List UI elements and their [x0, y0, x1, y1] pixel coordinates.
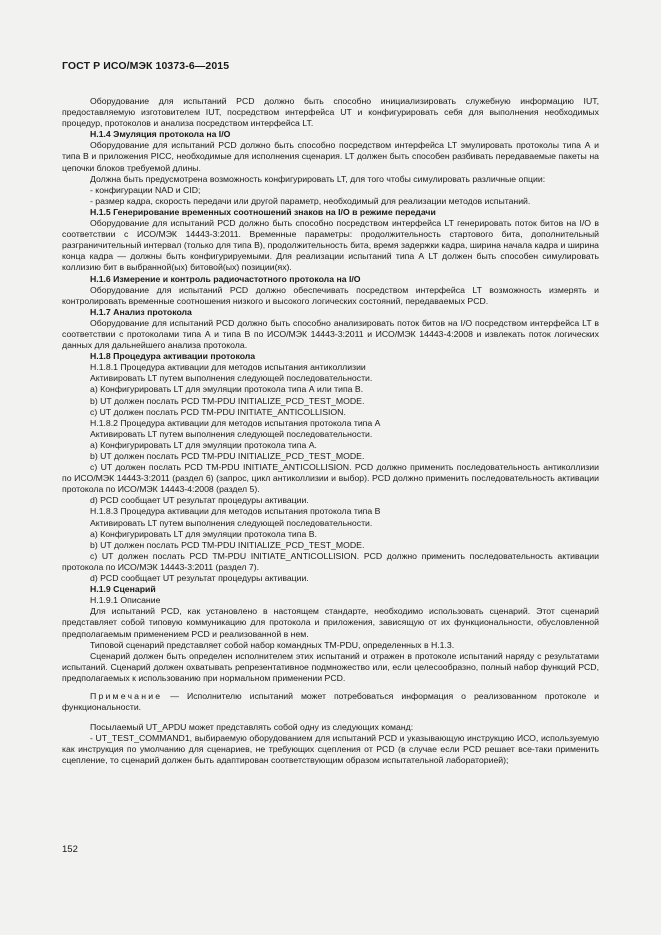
section-heading: H.1.7 Анализ протокола: [90, 306, 192, 317]
paragraph: H.1.8.3 Процедура активации для методов испытания протокола типа В: [90, 506, 381, 517]
paragraph: c) UT должен послать PCD TM-PDU INITIATE_ANTICOLLISION. PCD должно применить последовательность антиколлизии по ИСО/МЭК 14443-3:2011 (раздел 6) (запрос, цикл антиколлизии и выбор). PCD должно применить последовательность активации протокола по ИСО/МЭК 14443-4:2008 (раздел 5).: [62, 462, 599, 495]
paragraph: - UT_TEST_COMMAND1, выбираемую оборудованием для испытаний PCD и указывающую инструкцию ИСО, используемую как инструкция по умолчанию для сценариев, не требующих сцепления от PCD (в случае если PCD решает все-таки применить сцепление, то сценарий должен быть адаптирован соответствующим образом испытательной лабораторией);: [62, 733, 599, 766]
paragraph: Сценарий должен быть определен исполнителем этих испытаний и отражен в протоколе испытаний наряду с результатами испытаний. Сценарий должен охватывать репрезентативное подмножество или, если целесообразно, полный набор функций PCD, предполагаемых к использованию при нормальном применении PCD.: [62, 650, 599, 683]
paragraph: d) PCD сообщает UT результат процедуры активации.: [90, 495, 309, 506]
paragraph: Оборудование для испытаний PCD должно обеспечивать посредством интерфейса LT возможность измерять и контролировать временные соотношения низкого и высокого логических состояний, передаваемых PCD.: [62, 284, 599, 306]
paragraph: - конфигурации NAD и CID;: [90, 184, 201, 195]
paragraph: Типовой сценарий представляет собой набор командных TM-PDU, определенных в H.1.3.: [90, 639, 455, 650]
section-heading: H.1.5 Генерирование временных соотношений знаков на I/O в режиме передачи: [90, 206, 436, 217]
section-heading: H.1.4 Эмуляция протокола на I/O: [90, 129, 231, 140]
paragraph: d) PCD сообщает UT результат процедуры активации.: [90, 573, 309, 584]
section-heading: H.1.8 Процедура активации протокола: [90, 351, 256, 362]
paragraph: a) Конфигурировать LT для эмуляции протокола типа В.: [90, 528, 317, 539]
paragraph: H.1.8.2 Процедура активации для методов испытания протокола типа А: [90, 417, 381, 428]
document-body: [62, 96, 599, 767]
paragraph: c) UT должен послать PCD TM-PDU INITIATE_ANTICOLLISION.: [90, 406, 346, 417]
note-label: Примечание: [90, 690, 163, 701]
paragraph: Активировать LT путем выполнения следующей последовательности.: [90, 517, 373, 528]
page-number: 152: [62, 844, 78, 855]
paragraph: - размер кадра, скорость передачи или другой параметр, необходимый для реализации методов испытаний.: [90, 195, 531, 206]
document-header: ГОСТ Р ИСО/МЭК 10373-6—2015: [62, 60, 230, 72]
paragraph: Должна быть предусмотрена возможность конфигурировать LT, для того чтобы симулировать различные опции:: [90, 173, 546, 184]
paragraph: H.1.9.1 Описание: [90, 595, 161, 606]
paragraph: Посылаемый UT_APDU может представлять собой одну из следующих команд:: [90, 722, 414, 733]
paragraph: Оборудование для испытаний PCD должно быть способно посредством интерфейса LT эмулировать протоколы типа А и типа В и приложения PICC, необходимые для исполнения сценария. LT должен быть способен разбивать передаваемые пакеты на цепочки блоков требуемой длины.: [62, 140, 599, 173]
section-heading: H.1.9 Сценарий: [90, 584, 156, 595]
paragraph: Активировать LT путем выполнения следующей последовательности.: [90, 373, 373, 384]
paragraph: Активировать LT путем выполнения следующей последовательности.: [90, 428, 373, 439]
note-paragraph: [62, 691, 599, 713]
paragraph: Для испытаний PCD, как установлено в настоящем стандарте, необходимо использовать сценарий. Этот сценарий представляет собой типовую коммуникацию для протокола и приложения, зависящую от их функциональности, обусловленной предполагаемым применением PCD и реализованной в нем.: [62, 606, 599, 639]
note-text: — Исполнителю испытаний может потребоваться информация о реализованном протоколе и функциональности.: [62, 690, 599, 713]
paragraph: Оборудование для испытаний PCD должно быть способно инициализировать служебную информацию IUT, предоставляемую изготовителем IUT, посредством интерфейса UT и конфигурировать себя для выполнения необходимых процедур, протоколов и анализа посредством интерфейса LT.: [62, 96, 599, 129]
section-heading: H.1.6 Измерение и контроль радиочастотного протокола на I/O: [90, 273, 361, 284]
paragraph: b) UT должен послать PCD TM-PDU INITIALIZE_PCD_TEST_MODE.: [90, 539, 365, 550]
paragraph: b) UT должен послать PCD TM-PDU INITIALIZE_PCD_TEST_MODE.: [90, 395, 365, 406]
paragraph: Оборудование для испытаний PCD должно быть способно посредством интерфейса LT генерировать поток битов на I/O в соответствии с ИСО/МЭК 14443-3:2011. Временные параметры: продолжительность стартового бита, дополнительный разграничительный интервал (только для типа В), продолжительность бита, время задержки кадра, ширина начала кадра и ширина конца кадра — должны быть конфигурируемыми. Для реализации испытаний типа А LT должен быть способен симулировать коллизию бит в выбранной(ых) битовой(ых) позиции(ях).: [62, 218, 599, 273]
paragraph: Оборудование для испытаний PCD должно быть способно анализировать поток битов на I/O посредством интерфейса LT в соответствии с протоколами типа А и типа В по ИСО/МЭК 14443-3:2011 и ИСО/МЭК 14443-4:2008 и извлекать поток логических данных для дальнейшего анализа протокола.: [62, 317, 599, 351]
paragraph: a) Конфигурировать LT для эмуляции протокола типа А.: [90, 439, 317, 450]
paragraph: H.1.8.1 Процедура активации для методов испытания антиколлизии: [90, 362, 366, 373]
paragraph: a) Конфигурировать LT для эмуляции протокола типа А или типа В.: [90, 384, 364, 395]
paragraph: c) UT должен послать PCD TM-PDU INITIATE_ANTICOLLISION. PCD должно применить последовательность активации протокола по ИСО/МЭК 14443-3:2011 (раздел 7).: [62, 550, 599, 572]
paragraph: b) UT должен послать PCD TM-PDU INITIALIZE_PCD_TEST_MODE.: [90, 451, 365, 461]
